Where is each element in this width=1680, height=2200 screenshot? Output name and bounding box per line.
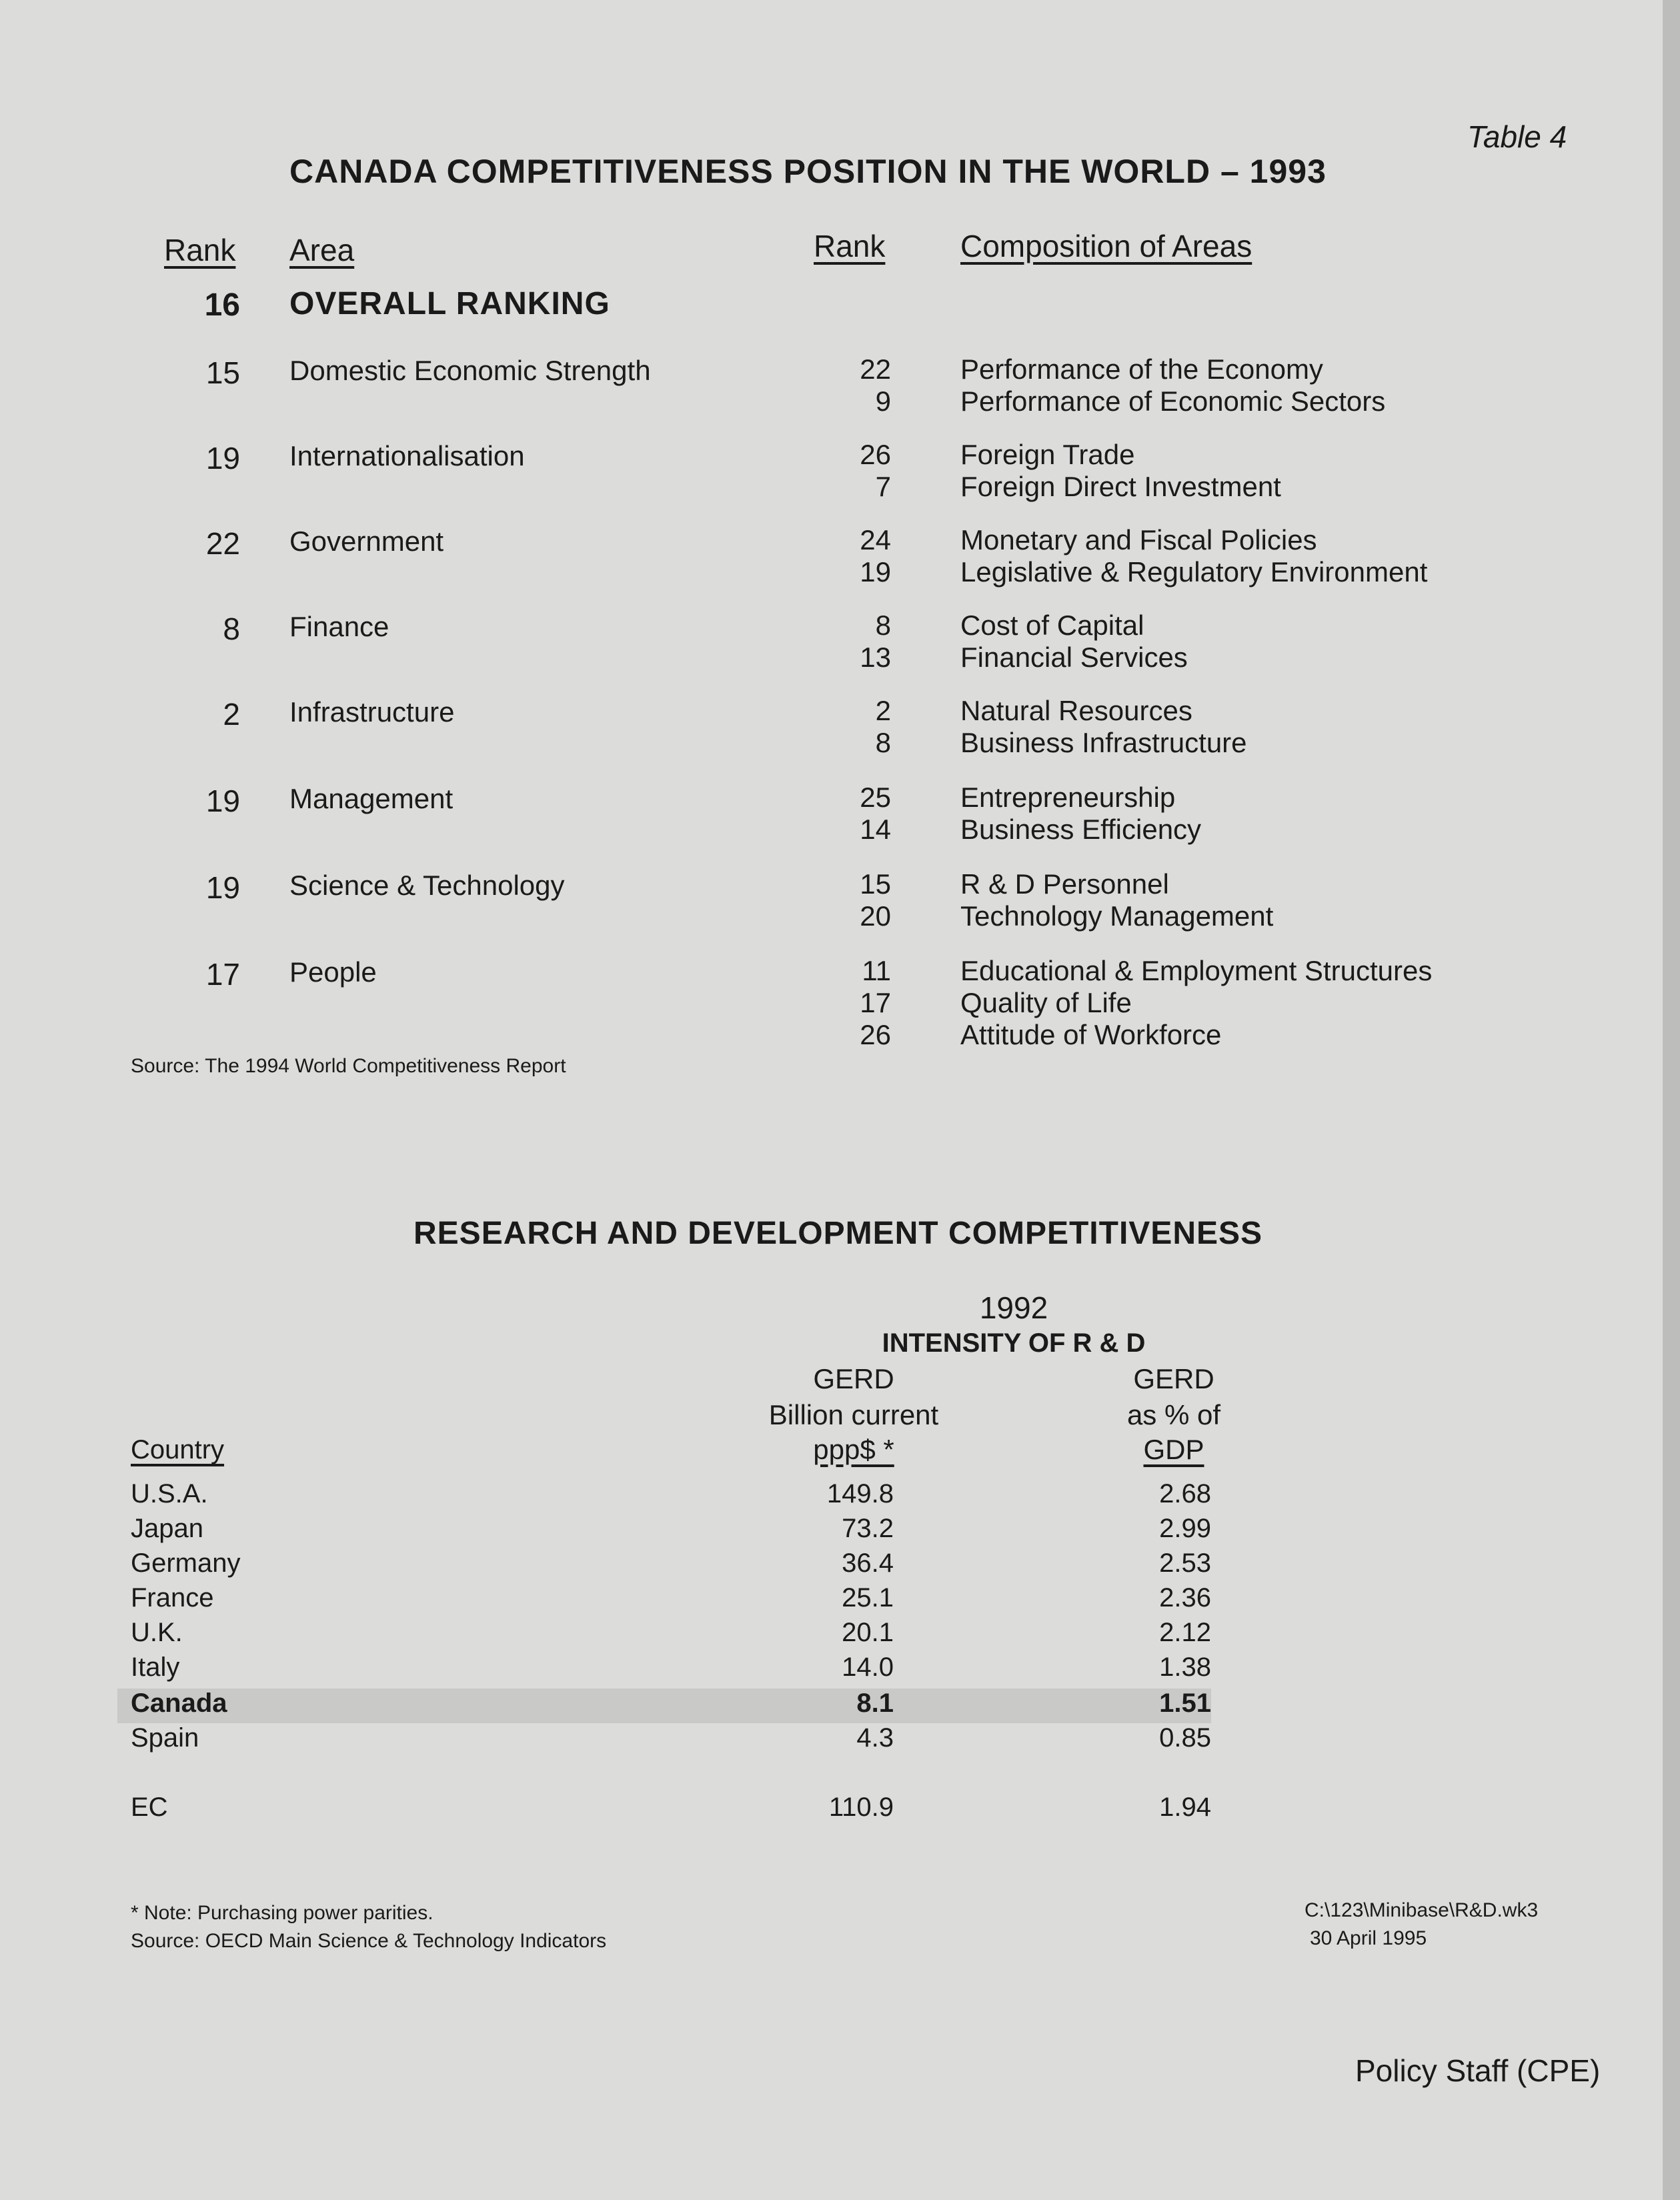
component-name: Attitude of Workforce xyxy=(960,1019,1222,1050)
intensity-subtitle: INTENSITY OF R & D xyxy=(882,1328,1146,1358)
area-name: Internationalisation xyxy=(289,440,525,471)
gerd-pct-value: 2.99 xyxy=(1159,1514,1211,1543)
component-name: Legislative & Regulatory Environment xyxy=(960,556,1428,588)
canada-highlight-band xyxy=(117,1689,1211,1723)
gerd-col-header-line3: ppp$ * xyxy=(813,1434,894,1465)
component-name: Cost of Capital xyxy=(960,610,1144,641)
component-rank: 11 xyxy=(862,955,891,986)
component-rank: 24 xyxy=(860,524,891,556)
component-name: R & D Personnel xyxy=(960,868,1169,900)
component-rank: 2 xyxy=(875,695,891,726)
gerd-value: 36.4 xyxy=(842,1548,894,1578)
area-name: Finance xyxy=(289,611,389,642)
gerd-pct-header-line2: as % of xyxy=(1126,1399,1221,1430)
country-header: Country xyxy=(131,1435,225,1464)
area-rank: 19 xyxy=(205,784,240,818)
ec-gerd-pct-value: 1.94 xyxy=(1159,1793,1211,1822)
component-rank: 15 xyxy=(860,868,891,900)
country-name: France xyxy=(131,1583,214,1612)
area-name: Government xyxy=(289,525,444,557)
country-name: Spain xyxy=(131,1723,199,1753)
year-label: 1992 xyxy=(979,1290,1048,1325)
component-name: Educational & Employment Structures xyxy=(960,955,1433,986)
gerd-value: 14.0 xyxy=(842,1653,894,1682)
gerd-pct-value-canada: 1.51 xyxy=(1159,1689,1211,1718)
page-edge-shadow xyxy=(1663,0,1680,2200)
component-name: Monetary and Fiscal Policies xyxy=(960,524,1317,556)
gerd-value-canada: 8.1 xyxy=(856,1689,894,1718)
country-name: Japan xyxy=(131,1514,203,1543)
area-rank: 22 xyxy=(205,526,240,561)
area-rank: 19 xyxy=(205,870,240,905)
component-rank: 22 xyxy=(860,353,891,385)
component-name: Foreign Trade xyxy=(960,439,1135,470)
country-name: U.K. xyxy=(131,1618,183,1647)
component-name: Natural Resources xyxy=(960,695,1192,726)
gerd-col-header-line2: Billion current xyxy=(768,1399,939,1430)
component-rank: 25 xyxy=(860,782,891,813)
component-rank-header: Rank xyxy=(814,229,886,263)
ppp-note: * Note: Purchasing power parities. xyxy=(131,1902,434,1924)
area-name: People xyxy=(289,956,377,988)
gerd-value: 149.8 xyxy=(826,1479,894,1508)
gerd-pct-value: 2.68 xyxy=(1159,1479,1211,1508)
component-rank: 20 xyxy=(860,900,891,932)
gerd-pct-value: 2.36 xyxy=(1159,1583,1211,1612)
component-rank: 14 xyxy=(860,814,891,845)
area-name: Domestic Economic Strength xyxy=(289,355,651,386)
component-name: Business Efficiency xyxy=(960,814,1202,845)
overall-ranking-label: OVERALL RANKING xyxy=(289,286,610,321)
gerd-pct-value: 2.53 xyxy=(1159,1548,1211,1578)
gerd-pct-value: 2.12 xyxy=(1159,1618,1211,1647)
file-date: 30 April 1995 xyxy=(1310,1927,1427,1949)
area-name: Science & Technology xyxy=(289,870,565,901)
gerd-value: 73.2 xyxy=(842,1514,894,1543)
gerd-value: 20.1 xyxy=(842,1618,894,1647)
component-rank: 8 xyxy=(875,610,891,641)
component-name: Foreign Direct Investment xyxy=(960,471,1281,502)
oecd-source: Source: OECD Main Science & Technology Indicators xyxy=(131,1930,607,1952)
gerd-pct-header-line3: GDP xyxy=(1143,1434,1204,1465)
country-name: Germany xyxy=(131,1548,241,1578)
file-path: C:\123\Minibase\R&D.wk3 xyxy=(1305,1899,1539,1921)
gerd-value: 25.1 xyxy=(842,1583,894,1612)
area-header: Area xyxy=(289,233,355,267)
component-rank: 8 xyxy=(875,727,891,758)
component-name: Financial Services xyxy=(960,642,1188,673)
component-name: Entrepreneurship xyxy=(960,782,1176,813)
component-name: Performance of Economic Sectors xyxy=(960,385,1386,417)
area-rank: 15 xyxy=(205,355,240,390)
area-rank: 2 xyxy=(223,697,240,732)
rank-header: Rank xyxy=(164,233,236,267)
gerd-pct-value: 0.85 xyxy=(1159,1723,1211,1753)
country-name-canada: Canada xyxy=(131,1689,227,1718)
component-name: Performance of the Economy xyxy=(960,353,1323,385)
component-rank: 19 xyxy=(860,556,891,588)
overall-rank: 16 xyxy=(204,287,240,323)
competitiveness-title: CANADA COMPETITIVENESS POSITION IN THE WORLD – 1993 xyxy=(289,153,1327,190)
gerd-pct-value: 1.38 xyxy=(1159,1653,1211,1682)
source-note: Source: The 1994 World Competitiveness Report xyxy=(131,1055,566,1077)
country-name: Italy xyxy=(131,1653,180,1682)
component-name: Technology Management xyxy=(960,900,1274,932)
component-rank: 9 xyxy=(875,385,891,417)
area-rank: 17 xyxy=(205,957,240,992)
component-name: Business Infrastructure xyxy=(960,727,1247,758)
component-name: Quality of Life xyxy=(960,987,1132,1018)
gerd-pct-header-line1: GERD xyxy=(1133,1363,1214,1394)
gerd-value: 4.3 xyxy=(856,1723,894,1753)
area-name: Infrastructure xyxy=(289,696,455,728)
area-rank: 19 xyxy=(205,441,240,475)
rd-competitiveness-title: RESEARCH AND DEVELOPMENT COMPETITIVENESS xyxy=(413,1216,1263,1251)
table-number: Table 4 xyxy=(1467,119,1567,154)
component-rank: 13 xyxy=(860,642,891,673)
component-rank: 26 xyxy=(860,439,891,470)
component-rank: 26 xyxy=(860,1019,891,1050)
component-rank: 7 xyxy=(875,471,891,502)
footer-policy-staff: Policy Staff (CPE) xyxy=(1355,2053,1601,2088)
component-rank: 17 xyxy=(860,987,891,1018)
ec-gerd-value: 110.9 xyxy=(828,1793,894,1822)
composition-header: Composition of Areas xyxy=(960,229,1252,263)
ec-name: EC xyxy=(131,1793,168,1822)
area-rank: 8 xyxy=(223,612,240,646)
country-name: U.S.A. xyxy=(131,1479,208,1508)
gerd-col-header-line1: GERD xyxy=(813,1363,894,1394)
area-name: Management xyxy=(289,783,454,814)
